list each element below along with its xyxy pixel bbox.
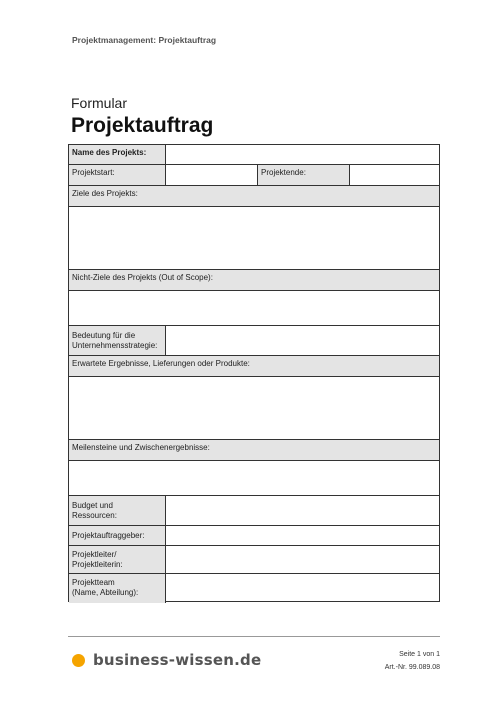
label-strategy-line1: Bedeutung für die	[72, 331, 136, 340]
input-project-goals[interactable]	[69, 207, 439, 270]
input-project-start[interactable]	[165, 165, 257, 186]
label-project-lead-line1: Projektleiter/	[72, 550, 117, 559]
label-sponsor: Projektauftraggeber:	[69, 526, 165, 546]
row-project-name	[69, 145, 439, 164]
label-project-start: Projektstart:	[69, 165, 165, 186]
row-sponsor	[69, 525, 439, 546]
label-project-lead	[69, 546, 165, 574]
row-project-team	[69, 573, 439, 603]
row-project-nongoals	[69, 269, 439, 326]
label-budget-line1: Budget und	[72, 501, 113, 510]
label-project-team-line2: (Name, Abteilung):	[72, 588, 139, 597]
label-project-end: Projektende:	[257, 165, 349, 186]
label-results: Erwartete Ergebnisse, Lieferungen oder Produkte:	[69, 356, 439, 376]
logo-dot-icon	[72, 654, 85, 667]
input-results[interactable]	[69, 377, 439, 440]
input-sponsor[interactable]	[165, 526, 439, 546]
logo-text: business-wissen.de	[93, 651, 262, 669]
row-milestones	[69, 439, 439, 496]
row-project-dates	[69, 164, 439, 186]
page-info	[385, 648, 440, 674]
label-project-team	[69, 574, 165, 603]
label-project-team-line1: Projektteam	[72, 578, 115, 587]
label-budget-line2: Ressourcen:	[72, 511, 117, 520]
input-project-nongoals[interactable]	[69, 291, 439, 326]
input-project-name[interactable]	[165, 145, 439, 164]
document-header: Projektmanagement: Projektauftrag	[72, 35, 217, 45]
input-project-end[interactable]	[349, 165, 439, 186]
label-project-goals: Ziele des Projekts:	[69, 186, 439, 206]
input-budget[interactable]	[165, 496, 439, 526]
input-project-team[interactable]	[165, 574, 439, 603]
row-project-goals	[69, 185, 439, 270]
row-strategy	[69, 325, 439, 356]
business-wissen-logo	[72, 651, 261, 669]
row-results	[69, 355, 439, 440]
page-number: Seite 1 von 1	[399, 651, 440, 658]
row-project-lead	[69, 545, 439, 574]
label-strategy-line2: Unternehmensstrategie:	[72, 341, 158, 350]
input-milestones[interactable]	[69, 461, 439, 496]
input-project-lead[interactable]	[165, 546, 439, 574]
article-number: Art.-Nr. 99.089.08	[384, 664, 440, 671]
label-project-name: Name des Projekts:	[69, 145, 165, 164]
label-project-lead-line2: Projektleiterin:	[72, 560, 123, 569]
project-order-form	[68, 144, 440, 602]
label-strategy	[69, 326, 165, 356]
footer-divider	[68, 636, 440, 637]
label-milestones: Meilensteine und Zwischenergebnisse:	[69, 440, 439, 460]
form-subtitle: Formular	[71, 95, 128, 111]
form-title: Projektauftrag	[71, 114, 214, 137]
label-budget	[69, 496, 165, 526]
row-budget	[69, 495, 439, 526]
label-project-nongoals: Nicht-Ziele des Projekts (Out of Scope):	[69, 270, 439, 290]
input-strategy[interactable]	[165, 326, 439, 356]
